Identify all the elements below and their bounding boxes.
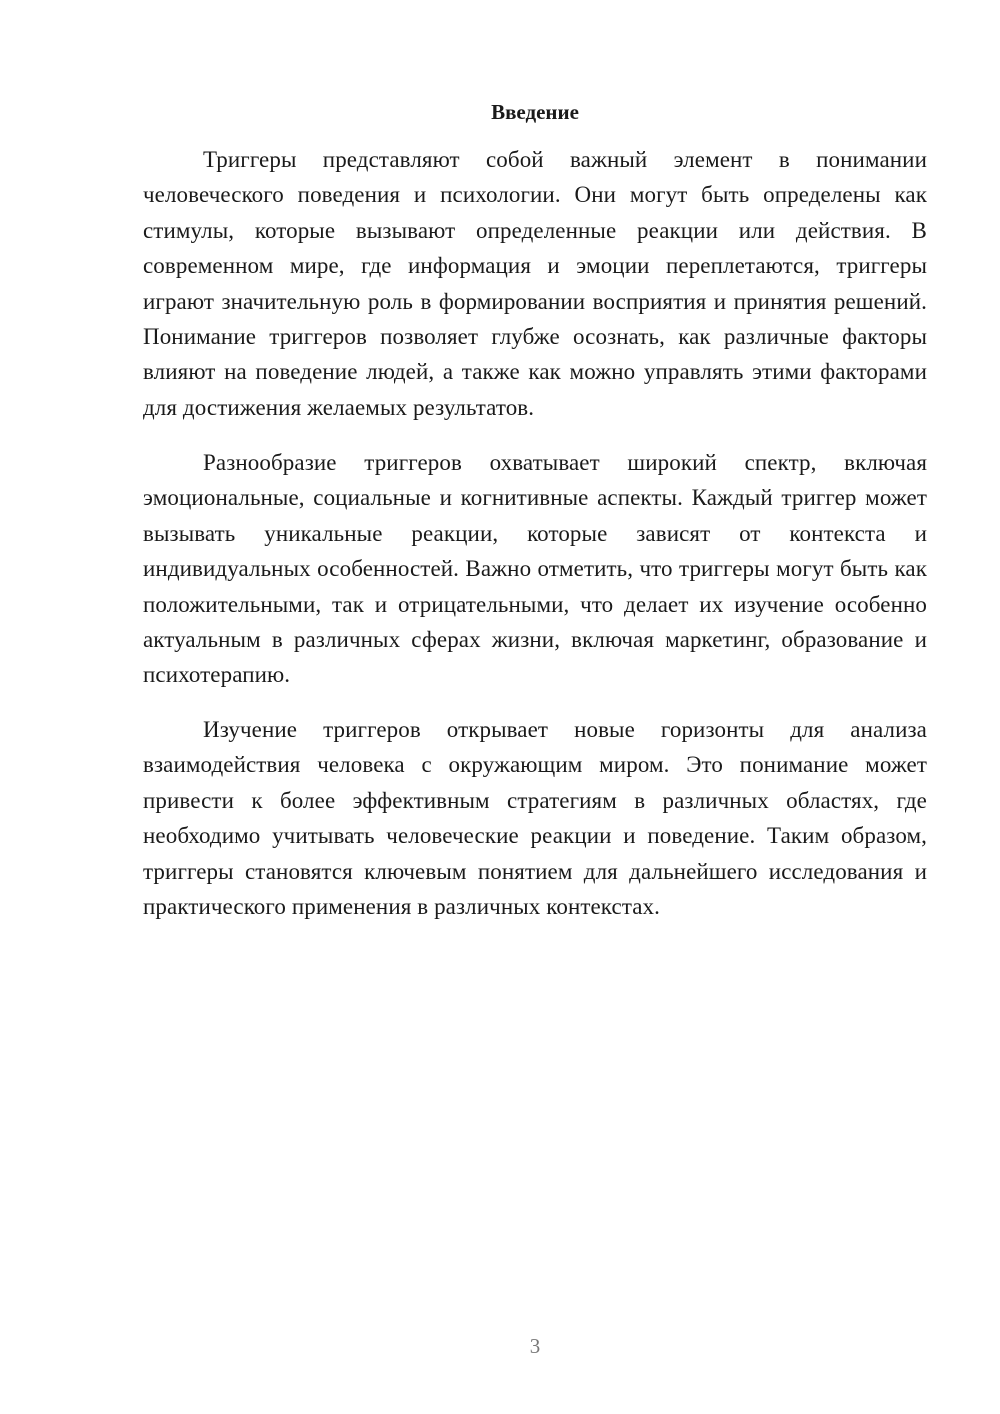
paragraph-3: Изучение триггеров открывает новые горизонты для анализа взаимодействия человека с окружающим миром. Это понимание может привести к более эффективным стратегиям в различных областях, где необходимо учитывать человеческие реакции и поведение. Таким образом, триггеры становятся ключевым понятием для дальнейшего исследования и практического применения в различных контекстах. [143,717,927,920]
paragraph-1: Триггеры представляют собой важный элемент в понимании человеческого поведения и психологии. Они могут быть определены как стимулы, которые вызывают определенные реакции или действия. В современном мире, где информация и эмоции переплетаются, триггеры играют значительную роль в формировании восприятия и принятия решений. Понимание триггеров позволяет глубже осознать, как различные факторы влияют на поведение людей, а также как можно управлять этими факторами для достижения желаемых результатов. [143,147,927,420]
paragraph-2: Разнообразие триггеров охватывает широкий спектр, включая эмоциональные, социальные и когнитивные аспекты. Каждый триггер может вызывать уникальные реакции, которые зависят от контекста и индивидуальных особенностей. Важно отметить, что триггеры могут быть как положительными, так и отрицательными, что делает их изучение особенно актуальным в различных сферах жизни, включая маркетинг, образование и психотерапию. [143,450,927,688]
section-heading: Введение [491,100,579,124]
page-number: 3 [529,1334,541,1358]
